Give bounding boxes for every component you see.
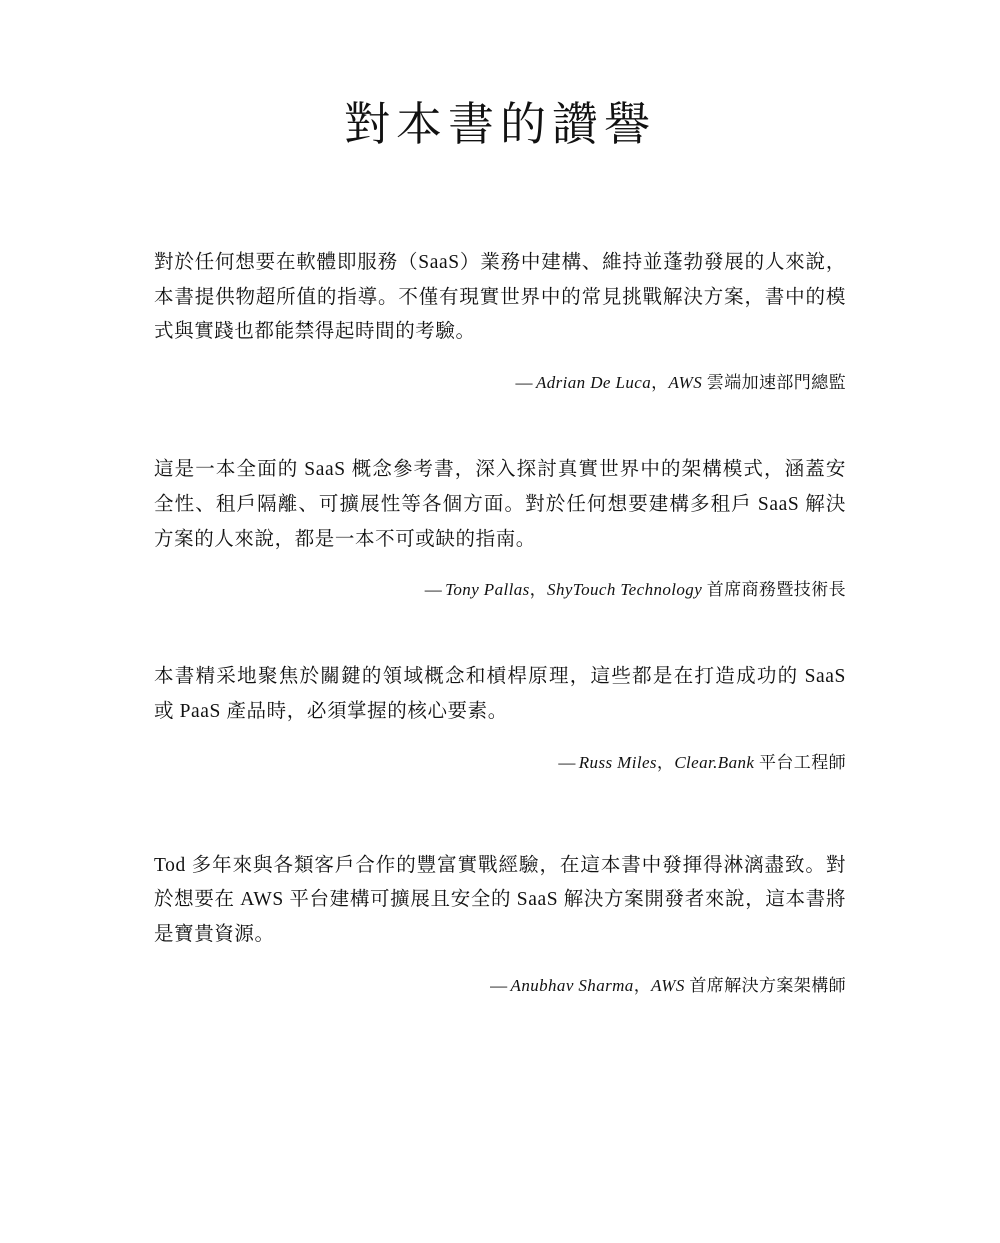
attribution-name: Tony Pallas: [445, 580, 530, 600]
praise-attribution: [154, 368, 846, 393]
praise-text: 對於任何想要在軟體即服務（SaaS）業務中建構、維持並蓬勃發展的人來說，本書提供物超所值的指導。不僅有現實世界中的常見挑戰解決方案，書中的模式與實踐也都能禁得起時間的考驗。: [154, 252, 846, 343]
praise-attribution: [154, 971, 846, 996]
praise-text: 本書精采地聚焦於關鍵的領域概念和槓桿原理，這些都是在打造成功的 SaaS 或 PaaS 產品時，必須掌握的核心要素。: [154, 666, 846, 722]
praise-attribution: [154, 575, 846, 600]
attribution-role: 首席解決方案架構師: [684, 975, 846, 995]
attribution-organization: Clear.Bank: [674, 752, 755, 772]
attribution-separator: ，: [633, 975, 652, 995]
attribution-dash: —: [424, 580, 443, 600]
attribution-separator: ，: [656, 752, 675, 772]
praise-entry: [154, 246, 846, 393]
praise-text: 這是一本全面的 SaaS 概念參考書，深入探討真實世界中的架構模式，涵蓋安全性、租戶隔離、可擴展性等各個方面。對於任何想要建構多租戶 SaaS 解決方案的人來說，都是一本不可或缺的指南。: [154, 459, 846, 550]
attribution-name: Russ Miles: [578, 752, 657, 772]
attribution-dash: —: [490, 975, 508, 995]
attribution-role: 首席商務暨技術長: [702, 580, 846, 600]
attribution-separator: ，: [529, 580, 548, 600]
attribution-name: Anubhav Sharma: [510, 975, 634, 995]
praise-text: Tod 多年來與各類客戶合作的豐富實戰經驗，在這本書中發揮得淋漓盡致。對於想要在 AWS 平台建構可擴展且安全的 SaaS 解決方案開發者來說，這本書將是寶貴資源。: [154, 854, 846, 946]
praise-list: [154, 154, 846, 996]
attribution-organization: AWS: [668, 373, 703, 393]
praise-entry: [154, 660, 846, 772]
attribution-separator: ，: [651, 373, 669, 393]
attribution-role: 雲端加速部門總監: [702, 373, 846, 393]
page-title: 對本書的讚譽: [344, 99, 656, 150]
attribution-organization: ShyTouch Technology: [547, 580, 703, 600]
attribution-role: 平台工程師: [754, 752, 846, 772]
attribution-dash: —: [558, 752, 576, 772]
attribution-dash: —: [515, 373, 533, 393]
attribution-name: Adrian De Luca: [535, 373, 652, 393]
praise-entry: [154, 453, 846, 600]
praise-attribution: [154, 748, 846, 773]
praise-entry: [154, 849, 846, 996]
attribution-organization: AWS: [651, 975, 685, 995]
